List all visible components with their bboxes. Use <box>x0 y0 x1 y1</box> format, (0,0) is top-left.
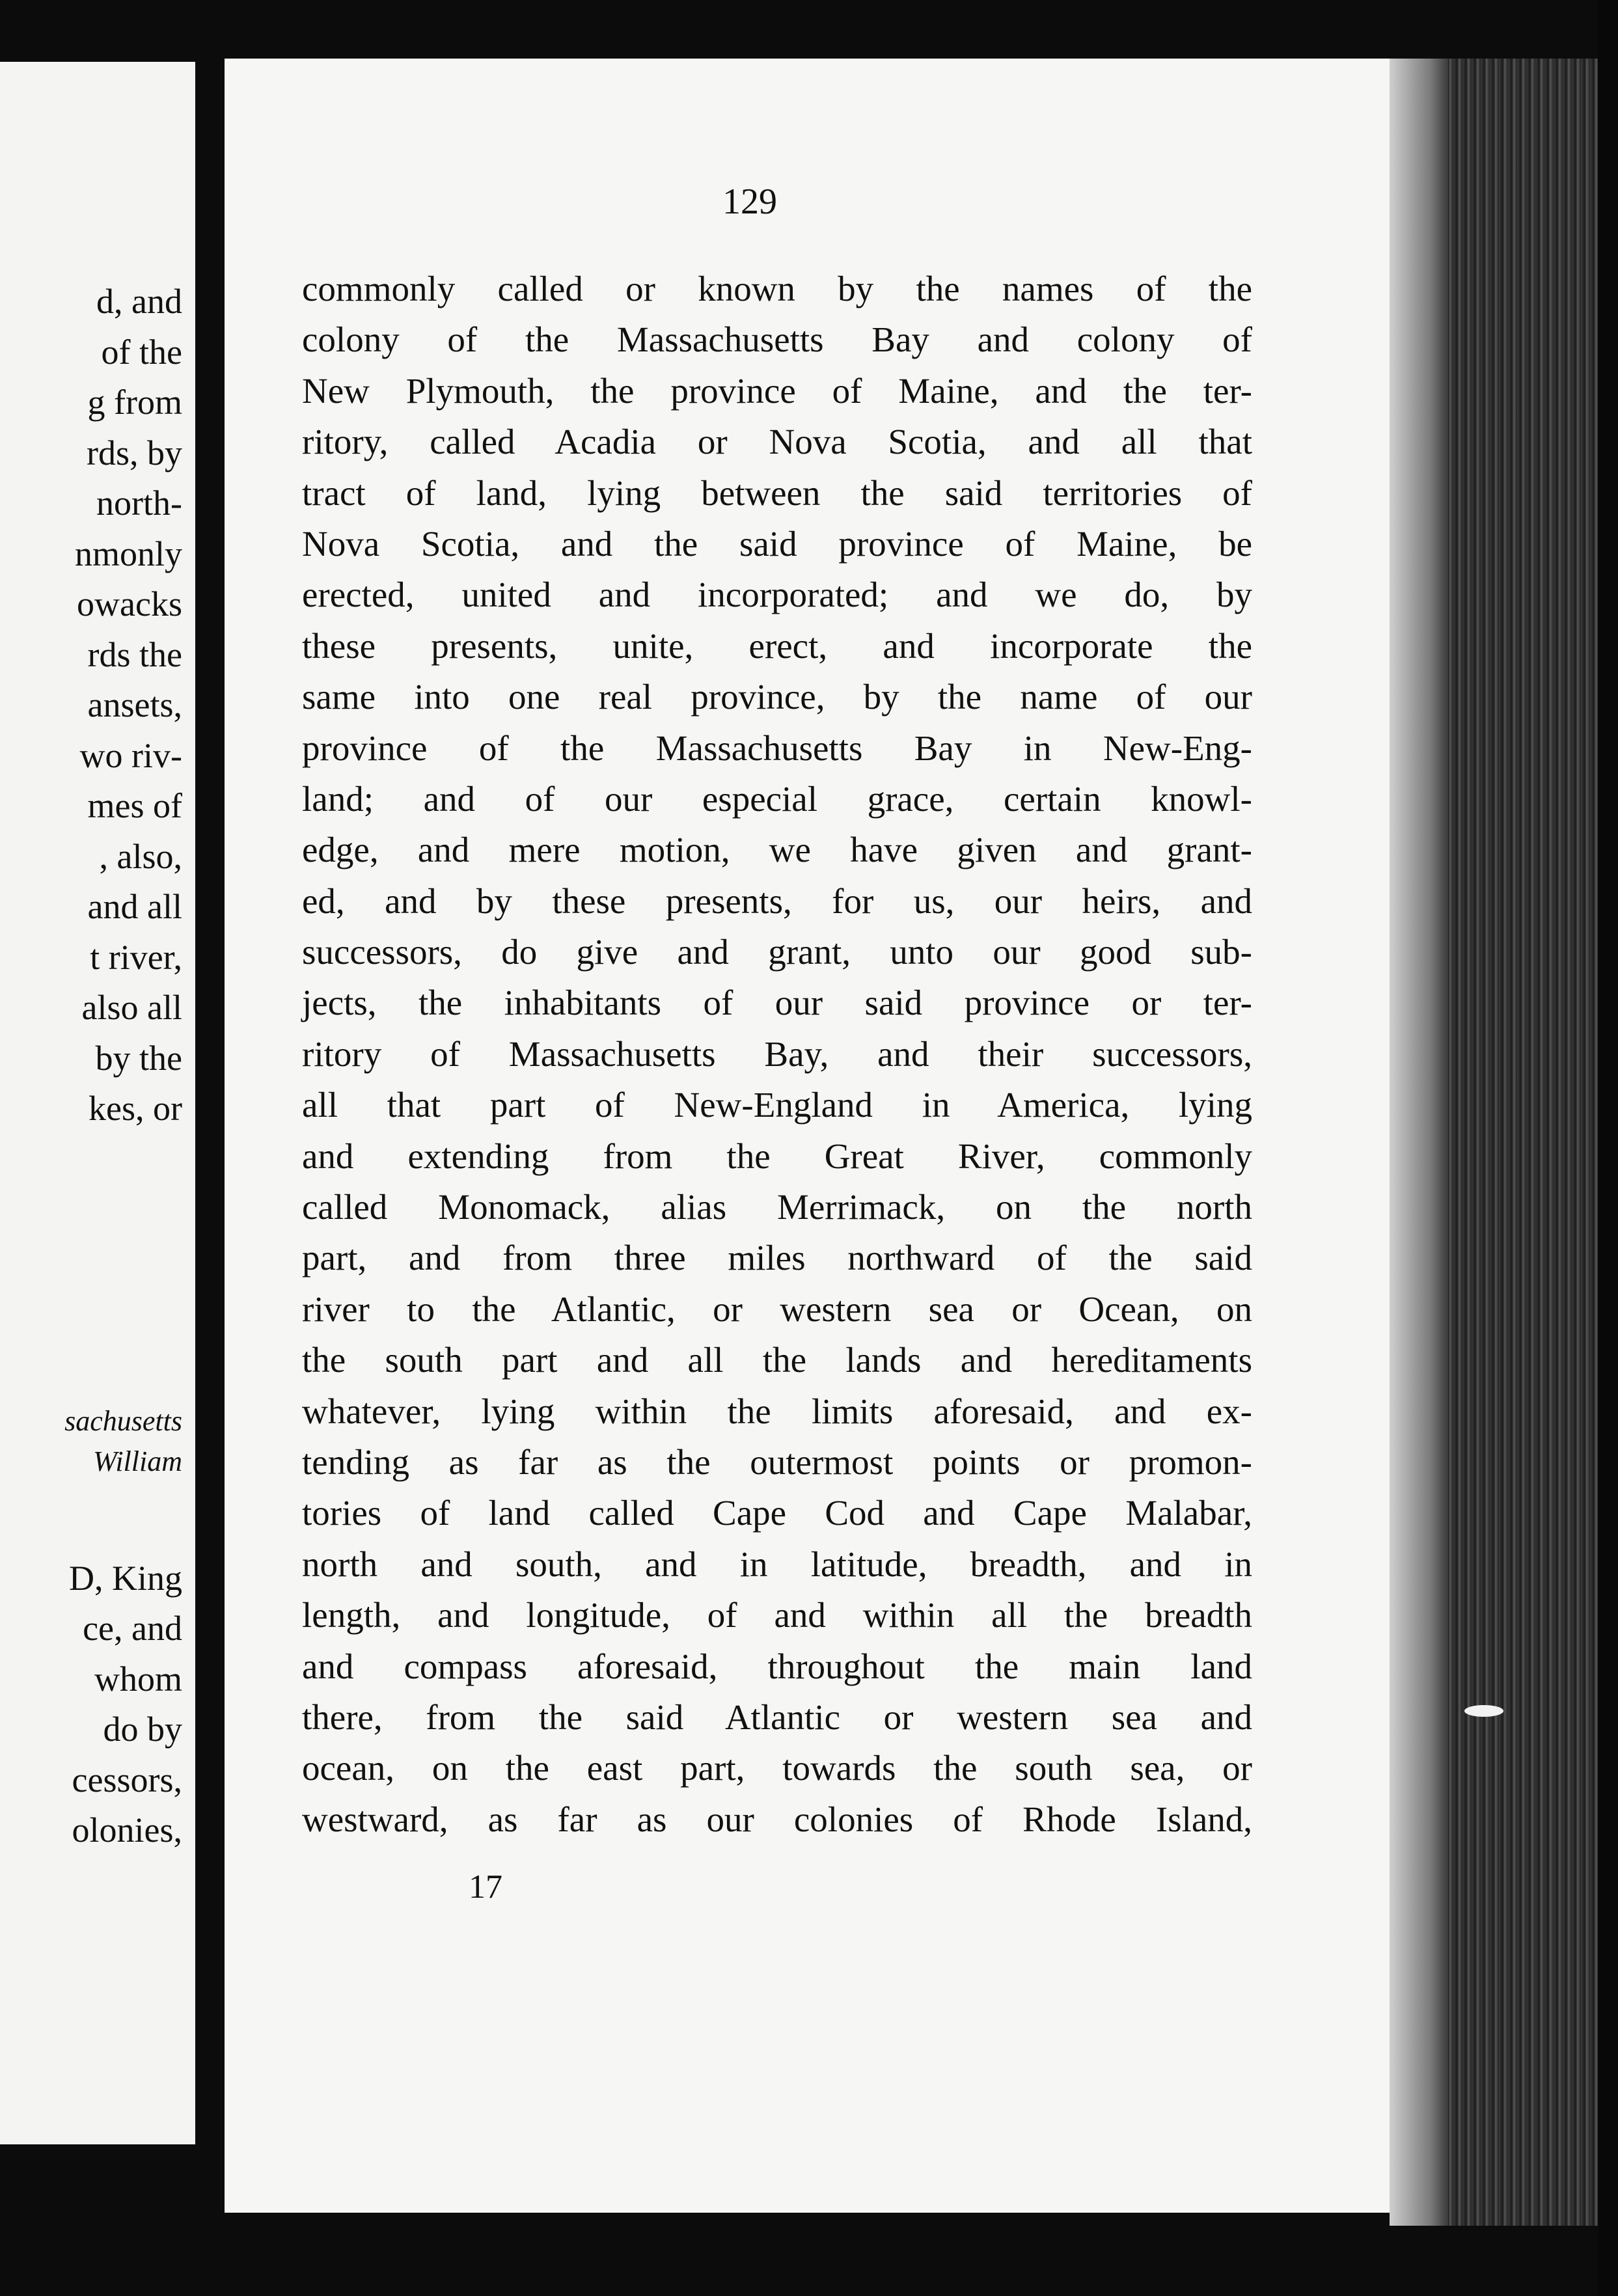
text-line: tract of land, lying between the said territories of <box>302 472 1252 513</box>
left-line: nmonly <box>74 534 182 573</box>
page-fore-edge-shading <box>1390 59 1448 2226</box>
body-text <box>302 264 1252 1845</box>
left-line: cessors, <box>72 1760 182 1799</box>
text-line: tories of land called Cape Cod and Cape Malabar, <box>302 1493 1252 1533</box>
text-line: called Monomack, alias Merrimack, on the north <box>302 1187 1252 1227</box>
left-line: kes, or <box>89 1089 182 1128</box>
text-line: ritory, called Acadia or Nova Scotia, and all that <box>302 422 1252 462</box>
book-gutter <box>195 39 225 2187</box>
text-line: these presents, unite, erect, and incorporate the <box>302 625 1252 666</box>
left-line: of the <box>101 332 182 372</box>
left-line: D, King <box>69 1558 182 1598</box>
text-line: colony of the Massachusetts Bay and colony of <box>302 320 1252 360</box>
left-line: wo riv- <box>79 735 182 775</box>
left-italic-line: sachusetts <box>64 1404 182 1437</box>
left-line: and all <box>87 887 182 926</box>
text-line: erected, united and incorporated; and we do, by <box>302 575 1252 615</box>
left-line: also all <box>81 988 182 1027</box>
text-line: ed, and by these presents, for us, our heirs, and <box>302 881 1252 921</box>
left-line: rds, by <box>87 433 182 472</box>
left-spacer <box>64 1134 182 1401</box>
left-line: olonies, <box>72 1811 182 1850</box>
text-line: edge, and mere motion, we have given and grant- <box>302 830 1252 870</box>
text-line: north and south, and in latitude, breadth, and in <box>302 1544 1252 1584</box>
text-line: same into one real province, by the name of our <box>302 677 1252 717</box>
text-line: and extending from the Great River, commonly <box>302 1136 1252 1176</box>
left-line: , also, <box>99 836 182 876</box>
left-line: ce, and <box>83 1609 182 1648</box>
text-line: the south part and all the lands and hereditaments <box>302 1340 1252 1380</box>
left-page-text <box>64 277 182 1856</box>
text-line: part, and from three miles northward of the said <box>302 1238 1252 1278</box>
text-line: length, and longitude, of and within all the breadth <box>302 1595 1252 1635</box>
signature-mark: 17 <box>469 1868 502 1906</box>
left-italic-line: William <box>93 1445 182 1477</box>
left-line: do by <box>103 1710 182 1749</box>
left-spacer <box>64 1482 182 1553</box>
text-line: river to the Atlantic, or western sea or Ocean, on <box>302 1289 1252 1329</box>
text-line: all that part of New-England in America, lying <box>302 1085 1252 1125</box>
fore-edge-mark <box>1464 1705 1503 1717</box>
text-line: New Plymouth, the province of Maine, and the ter- <box>302 370 1252 411</box>
left-line: g from <box>87 383 182 422</box>
left-line: by the <box>95 1038 182 1078</box>
text-line: successors, do give and grant, unto our good sub- <box>302 932 1252 972</box>
text-line: tending as far as the outermost points or promon- <box>302 1442 1252 1482</box>
text-line: ocean, on the east part, towards the south sea, or <box>302 1748 1252 1788</box>
text-line: province of the Massachusetts Bay in New-Eng- <box>302 728 1252 768</box>
text-line: there, from the said Atlantic or western sea and <box>302 1697 1252 1737</box>
left-line: t river, <box>90 937 182 977</box>
text-line: Nova Scotia, and the said province of Maine, be <box>302 523 1252 564</box>
text-line: ritory of Massachusetts Bay, and their successors, <box>302 1033 1252 1074</box>
left-line: owacks <box>77 584 182 623</box>
left-line: north- <box>96 484 182 523</box>
left-line: mes of <box>87 786 182 825</box>
page-number: 129 <box>722 182 777 222</box>
scan-border <box>1598 0 1618 2296</box>
text-line: westward, as far as our colonies of Rhode Island, <box>302 1799 1252 1839</box>
left-line: rds the <box>87 635 182 674</box>
text-line: jects, the inhabitants of our said province or ter- <box>302 983 1252 1023</box>
left-line: ansets, <box>87 685 182 724</box>
text-line: land; and of our especial grace, certain knowl- <box>302 778 1252 819</box>
text-line: commonly called or known by the names of the <box>302 269 1252 308</box>
text-line: and compass aforesaid, throughout the main land <box>302 1646 1252 1686</box>
text-line: whatever, lying within the limits aforesaid, and ex- <box>302 1391 1252 1431</box>
left-line: d, and <box>96 282 182 321</box>
left-line: whom <box>94 1659 182 1699</box>
left-page <box>0 62 195 2144</box>
